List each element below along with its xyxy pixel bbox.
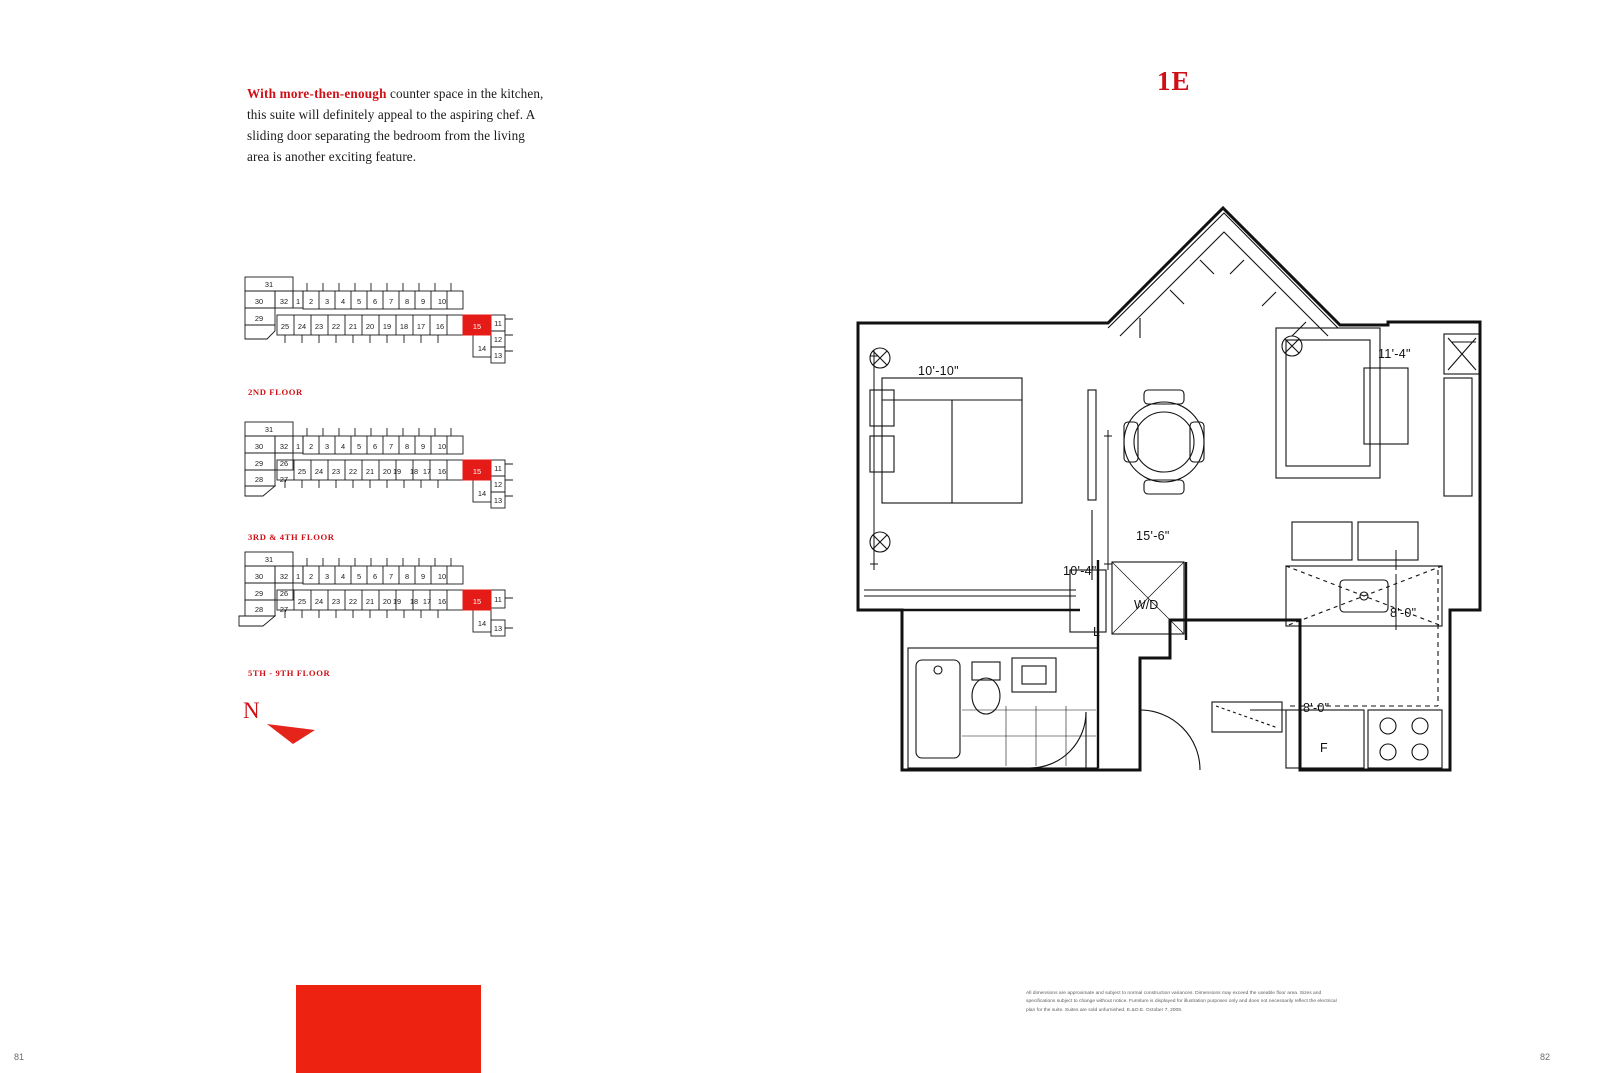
svg-text:4: 4 [340,572,346,581]
svg-text:13: 13 [493,351,503,360]
svg-text:2: 2 [308,572,314,581]
svg-text:6: 6 [372,442,378,451]
svg-text:15: 15 [472,467,482,476]
svg-text:15: 15 [472,322,482,331]
svg-text:25: 25 [280,322,290,331]
decorative-red-block [296,985,481,1073]
svg-text:9: 9 [420,572,426,581]
svg-text:22: 22 [331,322,341,331]
svg-text:14: 14 [477,619,487,628]
svg-text:30: 30 [254,297,264,306]
label-fridge: F [1320,741,1328,755]
svg-text:17: 17 [422,467,432,476]
svg-text:8: 8 [404,297,410,306]
svg-text:10: 10 [437,442,447,451]
svg-text:21: 21 [365,467,375,476]
keyplan-label: 3RD & 4TH FLOOR [248,532,335,542]
svg-text:25: 25 [297,467,307,476]
svg-text:24: 24 [314,467,324,476]
dimension-living-width: 11'-4" [1378,347,1411,361]
svg-text:21: 21 [365,597,375,606]
svg-text:15: 15 [472,597,482,606]
svg-text:20: 20 [382,597,392,606]
legal-disclaimer: All dimensions are approximate and subject to normal construction variances. Dimensions may exceed the useable floor area. Sizes and specifications subject to change without notice. Furniture is displayed for illustration purposes only and does not necessarily reflect the electrical plan for the suite. Suites are sold unfurnished. E.&O.E. October 7, 2009. [1026,991,1337,1013]
svg-text:16: 16 [435,322,445,331]
svg-text:5: 5 [356,297,362,306]
svg-text:7: 7 [388,297,394,306]
svg-text:28: 28 [254,475,264,484]
svg-text:31: 31 [264,555,274,564]
svg-text:24: 24 [297,322,307,331]
svg-text:28: 28 [254,605,264,614]
svg-text:6: 6 [372,572,378,581]
svg-text:32: 32 [279,297,289,306]
svg-text:12: 12 [493,480,503,489]
svg-text:1: 1 [295,442,301,451]
svg-text:16: 16 [437,597,447,606]
svg-text:13: 13 [493,496,503,505]
svg-text:18: 18 [409,597,419,606]
svg-text:18: 18 [399,322,409,331]
svg-text:22: 22 [348,467,358,476]
svg-text:31: 31 [264,280,274,289]
svg-text:2: 2 [308,442,314,451]
svg-text:11: 11 [494,319,502,328]
dimension-bedroom-width: 10'-10" [918,364,959,378]
svg-text:4: 4 [340,442,346,451]
svg-text:10: 10 [437,572,447,581]
svg-text:22: 22 [348,597,358,606]
compass-north-label: N [243,698,260,723]
svg-text:23: 23 [331,467,341,476]
svg-text:27: 27 [279,475,289,484]
svg-text:7: 7 [388,442,394,451]
svg-text:1: 1 [295,572,301,581]
svg-text:7: 7 [388,572,394,581]
suite-code: 1E [1157,66,1191,96]
suite-description [247,84,547,167]
svg-text:26: 26 [279,459,289,468]
svg-text:3: 3 [324,297,330,306]
svg-text:9: 9 [420,297,426,306]
svg-text:4: 4 [340,297,346,306]
svg-text:3: 3 [324,442,330,451]
keyplan-label: 2ND FLOOR [248,387,303,397]
svg-text:29: 29 [254,589,264,598]
svg-text:20: 20 [382,467,392,476]
dimension-kitchen-counter: 8'-0" [1390,606,1417,620]
svg-text:32: 32 [279,572,289,581]
svg-text:10: 10 [437,297,447,306]
svg-text:30: 30 [254,442,264,451]
svg-text:29: 29 [254,459,264,468]
svg-text:27: 27 [279,605,289,614]
svg-text:21: 21 [348,322,358,331]
svg-text:11: 11 [494,595,502,604]
svg-text:6: 6 [372,297,378,306]
keyplan-label: 5TH - 9TH FLOOR [248,668,331,678]
svg-text:17: 17 [416,322,426,331]
svg-text:23: 23 [331,597,341,606]
svg-text:18: 18 [409,467,419,476]
svg-text:8: 8 [404,442,410,451]
svg-text:29: 29 [254,314,264,323]
svg-text:30: 30 [254,572,264,581]
svg-text:32: 32 [279,442,289,451]
svg-text:23: 23 [314,322,324,331]
svg-text:3: 3 [324,572,330,581]
svg-text:8: 8 [404,572,410,581]
svg-text:19: 19 [392,597,402,606]
svg-text:16: 16 [437,467,447,476]
page-number-right: 82 [1540,1052,1551,1062]
svg-text:19: 19 [392,467,402,476]
label-linen-closet: L [1093,625,1100,639]
svg-text:26: 26 [279,589,289,598]
svg-text:12: 12 [493,335,503,344]
svg-text:13: 13 [493,624,503,633]
svg-text:20: 20 [365,322,375,331]
svg-text:11: 11 [494,464,502,473]
keyplan-5th-9th-floor[interactable] [237,550,557,680]
svg-text:19: 19 [382,322,392,331]
compass [243,700,333,748]
keyplan-3rd-4th-floor[interactable] [237,420,557,545]
keyplan-2nd-floor[interactable] [237,275,557,400]
svg-text:25: 25 [297,597,307,606]
dimension-living-depth: 15'-6" [1136,529,1170,543]
svg-text:17: 17 [422,597,432,606]
dimension-bedroom-depth: 10'-4" [1063,564,1097,578]
compass-arrow-icon [267,724,315,744]
svg-text:14: 14 [477,489,487,498]
label-washer-dryer: W/D [1134,598,1159,612]
page-number-left: 81 [14,1052,25,1062]
svg-text:14: 14 [477,344,487,353]
dimension-kitchen-width: 8'-0" [1303,701,1330,715]
description-body: counter space in the kitchen, this suite will definitely appeal to the aspiring chef. A sliding door separating the bedroom from the living area is another exciting feature. [247,86,544,164]
svg-text:2: 2 [308,297,314,306]
svg-text:5: 5 [356,572,362,581]
description-lead: With more-then-enough [247,86,387,101]
svg-text:24: 24 [314,597,324,606]
svg-text:31: 31 [264,425,274,434]
svg-text:1: 1 [295,297,301,306]
svg-text:9: 9 [420,442,426,451]
svg-text:5: 5 [356,442,362,451]
floor-plan-drawing [840,150,1540,850]
